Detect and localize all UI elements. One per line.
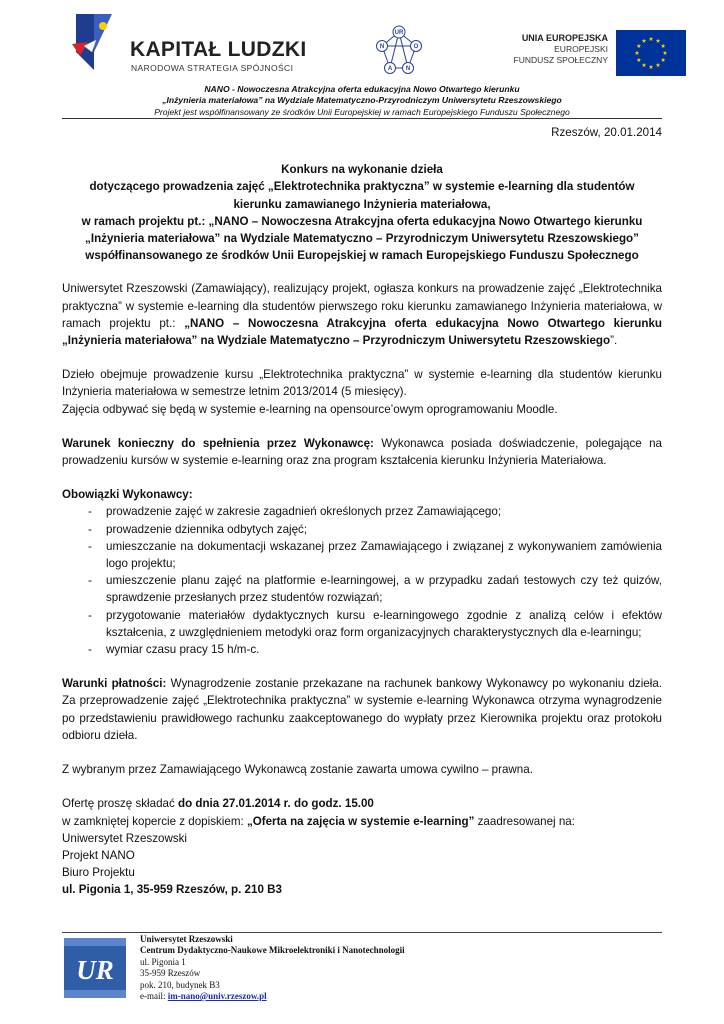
footer-university: Uniwersytet Rzeszowski (140, 934, 233, 944)
kapital-ludzki-subtitle: NARODOWA STRATEGIA SPÓJNOŚCI (131, 63, 294, 73)
requirement-paragraph (62, 435, 662, 469)
eu-fund-label-2: FUNDUSZ SPOŁECZNY (513, 55, 608, 65)
title-line-5: „Inżynieria materiałowa” na Wydziale Matematyczno – Przyrodniczym Uniwersytetu Rzeszowskiego” (85, 232, 639, 246)
document-date: Rzeszów, 20.01.2014 (551, 126, 662, 139)
offer-deadline (62, 795, 662, 812)
footer-email-link[interactable]: im-nano@univ.rzeszow.pl (167, 991, 267, 1002)
duties-list (62, 503, 662, 658)
project-info (0, 84, 724, 118)
title-line-6: współfinansowanego ze środków Unii Europejskiej w ramach Europejskiego Funduszu Społecznego (85, 249, 639, 263)
university-logo-letters: UR (76, 955, 114, 985)
project-cofinance-line: Projekt jest współfinansowany ze środków Unii Europejskiej w ramach Europejskiego Funduszu Społecznego (154, 107, 570, 117)
footer-city: 35-959 Rzeszów (140, 968, 201, 979)
header-divider (62, 118, 662, 119)
payment-text: Wynagrodzenie zostanie przekazane na rachunek bankowy Wykonawcy po wykonaniu dzieła. Za przeprowadzenie zajęć „Elektrotechnika praktyczna” w systemie e-learning Wykonawca otrzyma wynagrodzenie po przedstawieniu prawidłowego rachunku zaakceptowanego do wypłaty przez Kierownika projektu oraz protokołu odbioru dzieła. (62, 677, 662, 742)
envelope-note: „Oferta na zajęcia w systemie e-learning” (246, 814, 475, 828)
requirement-label: Warunek konieczny do spełnienia przez Wykonawcę: (62, 436, 374, 450)
contract-paragraph: Z wybranym przez Zamawiającego Wykonawcą zostanie zawarta umowa cywilno – prawna. (62, 763, 533, 777)
project-line-1: NANO - Nowoczesna Atrakcyjna oferta edukacyjna Nowo Otwartego kierunku (204, 84, 520, 94)
duties-title (62, 486, 662, 503)
kapital-ludzki-logo-icon (66, 12, 116, 72)
offer-deadline-date: do dnia 27.01.2014 r. do godz. 15.00 (178, 797, 374, 811)
payment-paragraph (62, 675, 662, 744)
document-title (62, 161, 662, 264)
intro-paragraph (62, 280, 662, 349)
intro-project-name: „NANO – Nowoczesna Atrakcyjna oferta edukacyjna Nowo Otwartego kierunku „Inżynieria materiałowa” na Wydziale Matematyczno – Przyrodniczym Uniwersytetu Rzeszowskiego (62, 316, 662, 348)
list-item: - prowadzenie zajęć w zakresie zagadnień określonych przez Zamawiającego; (62, 503, 662, 520)
nano-logo-letter-n2: N (405, 66, 411, 72)
eu-union-label: UNIA EUROPEJSKA (521, 33, 608, 43)
list-item: - przygotowanie materiałów dydaktycznych kursu e-learningowego zgodnie z analizą celów i efektów kształcenia, z uwzględnieniem metodyki oraz form organizacyjnych charakterystycznych dla e-learningu; (62, 607, 662, 641)
nano-logo-letter-o: O (413, 44, 419, 50)
list-item: - umieszczanie na dokumentacji wskazanej przez Zamawiającego i związanej z wykonywaniem zamówienia logo projektu; (62, 538, 662, 572)
footer-room: pok. 210, budynek B3 (140, 979, 220, 990)
requirement-text: Wykonawca posiada doświadczenie, polegające na prowadzeniu kursów w systemie e-learning oraz zna program kształcenia kierunku Inżynieria Materiałowa. (62, 436, 662, 468)
intro-end: ”. (610, 334, 618, 348)
envelope-text: w zamkniętej kopercie z dopiskiem: (62, 814, 247, 828)
address-line-4: ul. Pigonia 1, 35-959 Rzeszów, p. 210 B3 (62, 883, 282, 897)
payment-label: Warunki płatności: (62, 677, 167, 691)
title-line-4: w ramach projektu pt.: „NANO – Nowoczesna Atrakcyjna oferta edukacyjna Nowo Otwartego kierunku (81, 214, 643, 228)
kapital-ludzki-title: KAPITAŁ LUDZKI (130, 38, 307, 61)
scope-paragraph: Dzieło obejmuje prowadzenie kursu „Elektrotechnika praktyczna” w systemie e-learning dla studentów kierunku Inżynieria materiałowa w semestrze letnim 2013/2014 (5 miesięcy). (62, 368, 662, 399)
letterhead (0, 8, 724, 80)
title-line-3: kierunku zamawianego Inżynieria materiałowa, (233, 197, 491, 211)
eu-fund-text (514, 33, 608, 66)
title-line-1: Konkurs na wykonanie dzieła (281, 163, 443, 177)
list-item: - wymiar czasu pracy 15 h/m-c. (62, 641, 662, 658)
nano-logo-letter-n1: N (379, 44, 385, 50)
nano-project-logo-icon (372, 24, 426, 78)
list-item: - umieszczenie planu zajęć na platformie e-learningowej, a w przypadku zadań testowych czy też quizów, sprawdzenie przesłanych przez studentów rozwiązań; (62, 572, 662, 606)
moodle-paragraph: Zajęcia odbywać się będą w systemie e-learning na opensource’owym oprogramowaniu Moodle. (62, 402, 558, 416)
footer-email-row (140, 991, 405, 1002)
nano-logo-ur: UR (394, 30, 404, 36)
footer-center: Centrum Dydaktyczno-Naukowe Mikroelektroniki i Nanotechnologii (140, 945, 405, 956)
document-body (62, 124, 662, 899)
address-line-1: Uniwersytet Rzeszowski (62, 831, 187, 845)
eu-fund-label-1: EUROPEJSKI (554, 44, 608, 54)
university-logo-icon (64, 938, 126, 998)
envelope-end: zaadresowanej na: (474, 814, 575, 828)
intro-text: Uniwersytet Rzeszowski (Zamawiający), realizujący projekt, ogłasza konkurs na prowadzenie zajęć „Elektrotechnika praktyczna” w systemie e-learning dla studentów pierwszego roku kierunku zamawianego Inżynieria materiałowa, w ramach projektu pt.: (62, 282, 662, 330)
address-line-2: Projekt NANO (62, 848, 135, 862)
envelope-instruction (62, 813, 662, 830)
nano-logo-letter-a: A (387, 66, 393, 72)
project-line-2: „Inżynieria materiałowa” na Wydziale Matematyczno-Przyrodniczym Uniwersytetu Rzeszowskiego (162, 95, 562, 105)
footer-street: ul. Pigonia 1 (140, 956, 186, 967)
footer-email-label: e-mail: (140, 991, 168, 1002)
list-item: - prowadzenie dziennika odbytych zajęć; (62, 521, 662, 538)
eu-flag-icon (616, 30, 686, 76)
address-line-3: Biuro Projektu (62, 866, 135, 880)
offer-text: Ofertę proszę składać (62, 797, 178, 811)
title-line-2: dotyczącego prowadzenia zajęć „Elektrotechnika praktyczna” w systemie e-learning dla studentów (89, 180, 635, 194)
footer-address (140, 934, 405, 1002)
footer-divider (62, 932, 662, 933)
duties-label: Obowiązki Wykonawcy: (62, 488, 193, 502)
